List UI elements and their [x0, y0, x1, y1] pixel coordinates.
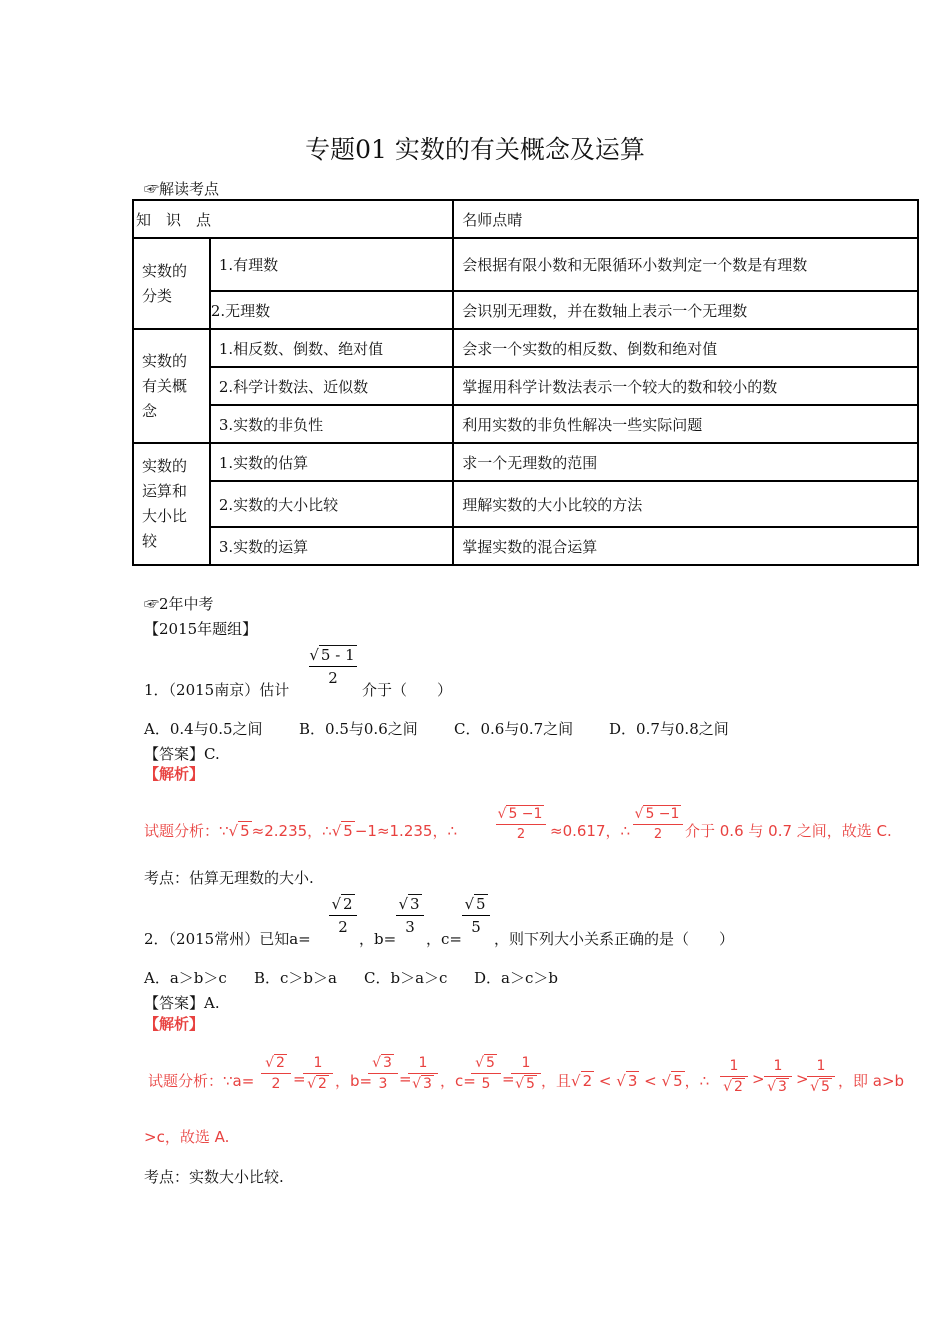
q2-fraction-b: √ 3 3: [396, 895, 424, 936]
q2-analysis-eq-b: =: [399, 1070, 412, 1088]
q1-option-b: B．0.5与0.6之间: [299, 720, 418, 738]
knowledge-cell: 1.实数的估算: [210, 443, 453, 481]
q2-fraction-c: √ 5 5: [462, 895, 490, 936]
q2-prefix: 2．（2015常州）已知a=: [144, 930, 311, 948]
q2-analysis-lead: 试题分析：∵a=: [148, 1072, 255, 1090]
table-row: [133, 238, 918, 291]
q2-answer: 【答案】A.: [144, 994, 220, 1012]
q1-option-a: A．0.4与0.5之间: [144, 720, 263, 738]
q2-option-a: A．a＞b＞c: [144, 969, 227, 987]
q2-analysis-recip-2: 1 √ 2: [720, 1058, 748, 1095]
table-row: [133, 367, 918, 405]
q2-b-label: ，b=: [359, 930, 397, 948]
group-label: 【2015年题组】: [144, 620, 258, 638]
q2-analysis-b-frac: √ 3 3: [368, 1055, 398, 1092]
section-heading-reading: ☞解读考点: [144, 180, 220, 198]
q1-analysis-fraction-2: √ 5 −1 2: [633, 806, 683, 842]
q2-analysis-gt-2: >: [796, 1070, 809, 1088]
tip-cell: 会求一个实数的相反数、倒数和绝对值: [453, 329, 918, 367]
q1-fraction: √ 5 - 1 2: [309, 646, 357, 687]
q1-option-d: D．0.7与0.8之间: [609, 720, 729, 738]
q2-c-label: ，c=: [426, 930, 462, 948]
table-header-row: [133, 200, 918, 238]
header-knowledge: 知 识 点: [133, 200, 453, 238]
q2-analysis-label: 【解析】: [144, 1015, 205, 1033]
table-row: [133, 527, 918, 565]
q1-prefix: 1．（2015南京）估计: [144, 681, 290, 699]
q1-option-c: C．0.6与0.7之间: [454, 720, 574, 738]
table-row: [133, 443, 918, 481]
q2-option-d: D．a＞c＞b: [474, 969, 558, 987]
q2-analysis-b-recip: 1 √ 3: [408, 1055, 438, 1092]
page-title: 专题01 实数的有关概念及运算: [305, 135, 645, 164]
q2-analysis-c-recip: 1 √ 5: [511, 1055, 541, 1092]
category-cell: 实数的分类: [133, 238, 210, 329]
tip-cell: 会根据有限小数和无限循环小数判定一个数是有理数: [453, 238, 918, 291]
q1-answer: 【答案】C.: [144, 745, 220, 763]
tip-cell: 利用实数的非负性解决一些实际问题: [453, 405, 918, 443]
knowledge-cell: 2.实数的大小比较: [210, 481, 453, 527]
tip-cell: 理解实数的大小比较的方法: [453, 481, 918, 527]
category-cell: 实数的运算和大小比较: [133, 443, 210, 565]
q2-analysis-b-label: ，b=: [335, 1072, 373, 1090]
q2-analysis-a-recip: 1 √ 2: [303, 1055, 333, 1092]
knowledge-table: [132, 199, 919, 566]
table-row: [133, 329, 918, 367]
q2-analysis-recip-3: 1 √ 3: [764, 1058, 792, 1095]
knowledge-cell: 3.实数的运算: [210, 527, 453, 565]
header-tips: 名师点晴: [453, 200, 918, 238]
q2-option-c: C．b＞a＞c: [364, 969, 448, 987]
q2-analysis-recip-5: 1 √ 5: [807, 1058, 835, 1095]
q2-analysis-eq-c: =: [502, 1070, 515, 1088]
q1-analysis-approx: ≈0.617，∴: [550, 822, 631, 840]
q2-analysis-c-frac: √ 5 5: [471, 1055, 501, 1092]
q1-suffix: 介于（ ）: [362, 681, 453, 699]
section-heading-exams: ☞2年中考: [144, 595, 214, 613]
q2-analysis-gt-1: >: [752, 1070, 765, 1088]
q1-point: 考点：估算无理数的大小.: [144, 869, 314, 887]
q2-option-b: B．c＞b＞a: [254, 969, 337, 987]
q1-analysis-fraction-1: √ 5 −1 2: [496, 806, 546, 842]
tip-cell: 会识别无理数，并在数轴上表示一个无理数: [453, 291, 918, 329]
q2-analysis-c-label: ，c=: [440, 1072, 476, 1090]
table-row: [133, 481, 918, 527]
table-row: [133, 291, 918, 329]
knowledge-cell: 1.相反数、倒数、绝对值: [210, 329, 453, 367]
q1-frac-numerator: 5 - 1: [320, 646, 355, 664]
knowledge-cell: 1.有理数: [210, 238, 453, 291]
q1-frac-denominator: 2: [328, 669, 338, 687]
q2-analysis-tail: ，即 a>b: [838, 1072, 905, 1090]
q1-analysis: 试题分析：∵√ 5 ≈2.235，∴√ 5 −1≈1.235，∴: [144, 822, 457, 840]
knowledge-cell: 3.实数的非负性: [210, 405, 453, 443]
category-cell: 实数的有关概念: [133, 329, 210, 443]
q2-analysis-line2: >c，故选 A.: [144, 1128, 230, 1146]
knowledge-cell: 2.无理数: [210, 291, 453, 329]
tip-cell: 掌握实数的混合运算: [453, 527, 918, 565]
tip-cell: 掌握用科学计数法表示一个较大的数和较小的数: [453, 367, 918, 405]
q2-analysis-eq-a: =: [293, 1070, 306, 1088]
q1-analysis-label: 【解析】: [144, 765, 205, 783]
q2-analysis-inequality: ，且√ 2 < √ 3 < √ 5 ，∴: [541, 1072, 710, 1090]
knowledge-cell: 2.科学计数法、近似数: [210, 367, 453, 405]
q2-fraction-a: √ 2 2: [329, 895, 357, 936]
table-row: [133, 405, 918, 443]
q2-analysis-a-frac: √ 2 2: [261, 1055, 291, 1092]
q1-analysis-conclusion: 介于 0.6 与 0.7 之间，故选 C.: [685, 822, 892, 840]
tip-cell: 求一个无理数的范围: [453, 443, 918, 481]
q2-suffix: ，则下列大小关系正确的是（ ）: [494, 930, 735, 948]
q2-point: 考点：实数大小比较.: [144, 1168, 284, 1186]
